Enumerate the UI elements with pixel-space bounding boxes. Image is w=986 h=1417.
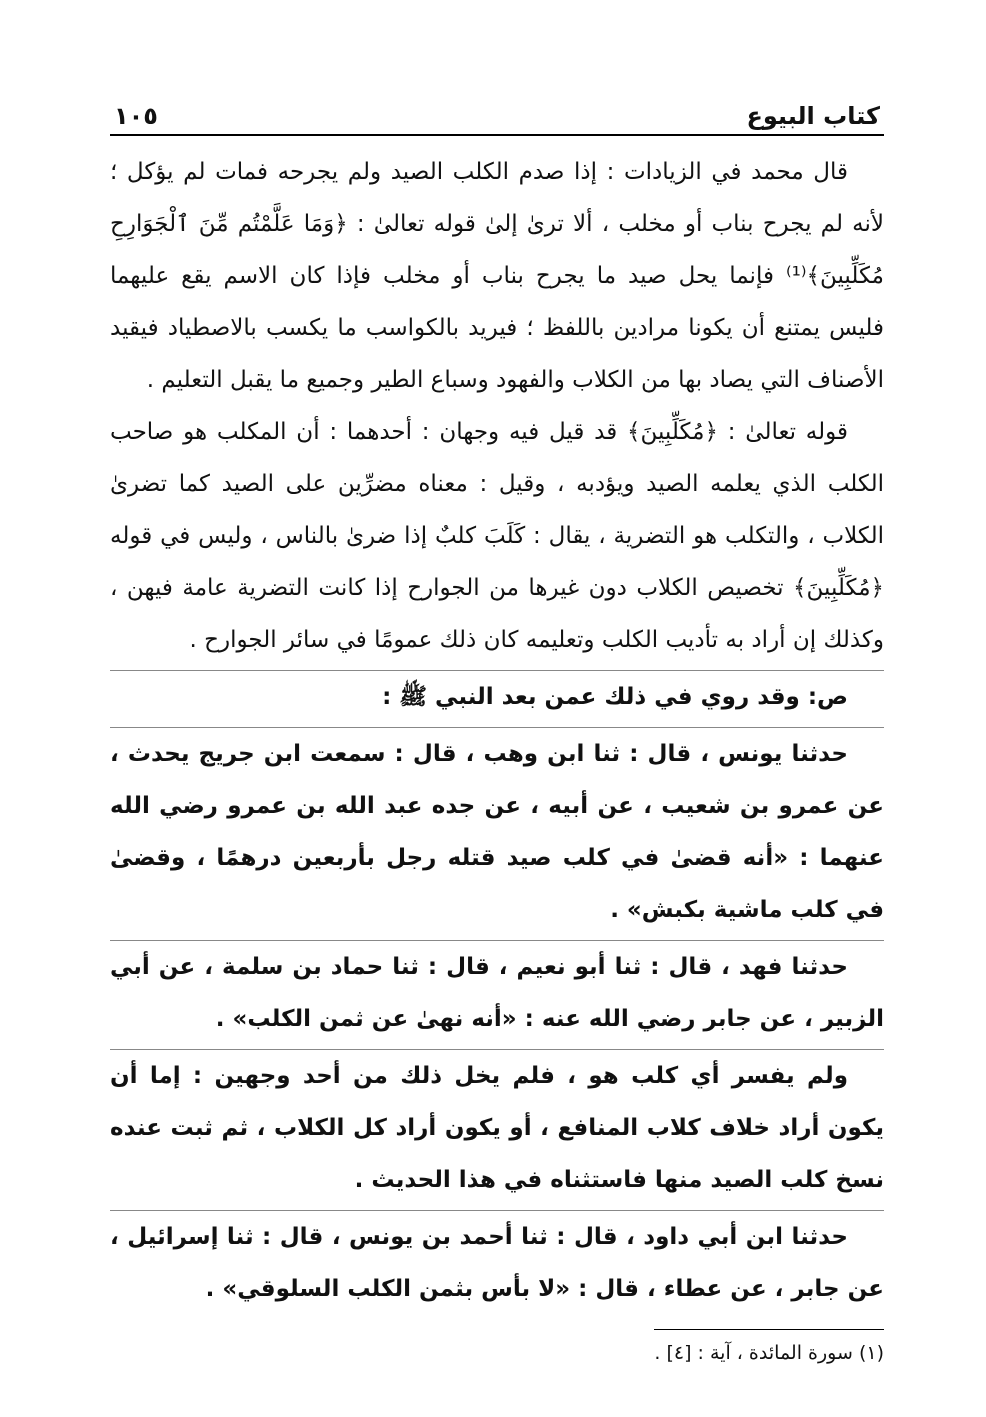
footnote: (١) سورة المائدة ، آية : [٤] . [654, 1342, 884, 1364]
hadith-paragraph: حدثنا فهد ، قال : ثنا أبو نعيم ، قال : ثنا حماد بن سلمة ، عن أبي الزبير ، عن جابر رضي الله عنه : «أنه نهىٰ عن ثمن الكلب» . [110, 940, 884, 1045]
paragraph: قوله تعالىٰ : ﴿مُكَلِّبِينَ﴾ قد قيل فيه وجهان : أحدهما : أن المكلب هو صاحب الكلب الذي يعلمه الصيد ويؤدبه ، وقيل : معناه مضرِّين على الصيد كما تضرىٰ الكلاب ، والتكلب هو التضرية ، يقال : كَلَبَ كلبٌ إذا ضرىٰ بالناس ، وليس في قوله ﴿مُكَلِّبِينَ﴾ تخصيص الكلاب دون غيرها من الجوارح إذا كانت التضرية عامة فيهن ، وكذلك إن أراد به تأديب الكلب وتعليمه كان ذلك عمومًا في سائر الجوارح . [110, 419, 884, 653]
paragraph-heading: ص: وقد روي في ذلك عمن بعد النبي ﷺ : [110, 670, 884, 723]
commentary-paragraph: ولم يفسر أي كلب هو ، فلم يخل ذلك من أحد وجهين : إما أن يكون أراد خلاف كلاب المنافع ، أو يكون أراد كل الكلاب ، ثم ثبت عنده نسخ كلب الصيد منها فاستثناه في هذا الحديث . [110, 1049, 884, 1206]
book-title: كتاب البيوع [746, 102, 880, 130]
hadith-paragraph: حدثنا ابن أبي داود ، قال : ثنا أحمد بن يونس ، قال : ثنا إسرائيل ، عن جابر ، عن عطاء ، قال : «لا بأس بثمن الكلب السلوقي» . [110, 1210, 884, 1315]
page-number: ١٠٥ [114, 102, 158, 130]
page-body [110, 146, 884, 1315]
paragraph: قال محمد في الزيادات : إذا صدم الكلب الصيد ولم يجرحه فمات لم يؤكل ؛ لأنه لم يجرح بناب أو مخلب ، ألا ترىٰ إلىٰ قوله تعالىٰ : ﴿وَمَا عَلَّمْتُم مِّنَ ٱلْجَوَارِحِ مُكَلِّبِينَ﴾⁽¹⁾ فإنما يحل صيد ما يجرح بناب أو مخلب فإذا كان الاسم يقع عليهما فليس يمتنع أن يكونا مرادين باللفظ ؛ فيريد بالكواسب ما يكسب بالاصطياد فيقيد الأصناف التي يصاد بها من الكلاب والفهود وسباع الطير وجميع ما يقبل التعليم . [110, 159, 884, 393]
page [110, 84, 884, 1372]
footnote-divider [654, 1329, 884, 1330]
hadith-paragraph: حدثنا يونس ، قال : ثنا ابن وهب ، قال : سمعت ابن جريج يحدث ، عن عمرو بن شعيب ، عن أبيه ، عن جده عبد الله بن عمرو رضي الله عنهما : «أنه قضىٰ في كلب صيد قتله رجل بأربعين درهمًا ، وقضىٰ في كلب ماشية بكبش» . [110, 727, 884, 936]
page-header [110, 84, 884, 136]
